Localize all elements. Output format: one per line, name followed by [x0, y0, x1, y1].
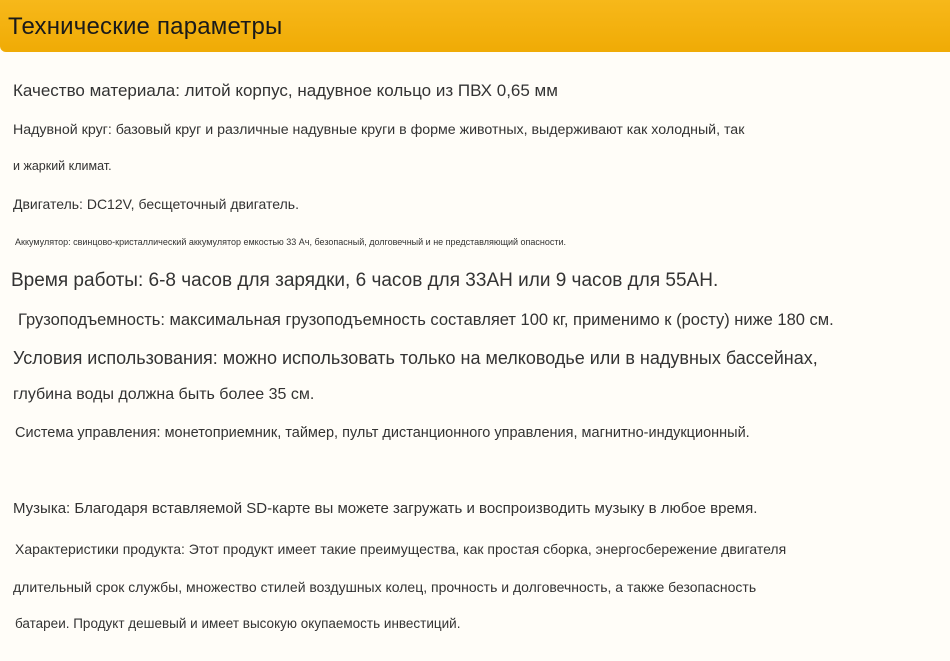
section-title: Технические параметры [8, 13, 283, 40]
spec-material-quality: Качество материала: литой корпус, надувное кольцо из ПВХ 0,65 мм [13, 81, 558, 100]
spec-load-capacity: Грузоподъемность: максимальная грузоподъемность составляет 100 кг, применимо к (росту) ниже 180 см. [18, 311, 834, 329]
spec-usage-conditions-continued: глубина воды должна быть более 35 см. [13, 386, 315, 403]
spec-usage-conditions: Условия использования: можно использовать только на мелководье или в надувных бассейнах, [13, 348, 818, 368]
spec-music: Музыка: Благодаря вставляемой SD-карте вы можете загружать и воспроизводить музыку в любое время. [13, 500, 758, 517]
spec-product-features: Характеристики продукта: Этот продукт имеет такие преимущества, как простая сборка, энергосбережение двигателя [15, 541, 787, 557]
section-header [0, 0, 950, 52]
spec-motor: Двигатель: DC12V, бесщеточный двигатель. [13, 196, 299, 212]
spec-product-features-end: батареи. Продукт дешевый и имеет высокую окупаемость инвестиций. [15, 616, 461, 631]
spec-battery: Аккумулятор: свинцово-кристаллический аккумулятор емкостью 33 Ач, безопасный, долговечный и не представляющий опасности. [15, 237, 567, 247]
spec-product-features-continued: длительный срок службы, множество стилей воздушных колец, прочность и долговечность, а также безопасность [13, 579, 757, 595]
spec-inflatable-ring: Надувной круг: базовый круг и различные надувные круги в форме животных, выдерживают как холодный, так [13, 122, 745, 138]
spec-operating-time: Время работы: 6-8 часов для зарядки, 6 часов для 33AH или 9 часов для 55AH. [11, 270, 719, 291]
spec-inflatable-ring-continued: и жаркий климат. [13, 159, 112, 173]
spec-control-system: Система управления: монетоприемник, таймер, пульт дистанционного управления, магнитно-индукционный. [15, 425, 750, 441]
